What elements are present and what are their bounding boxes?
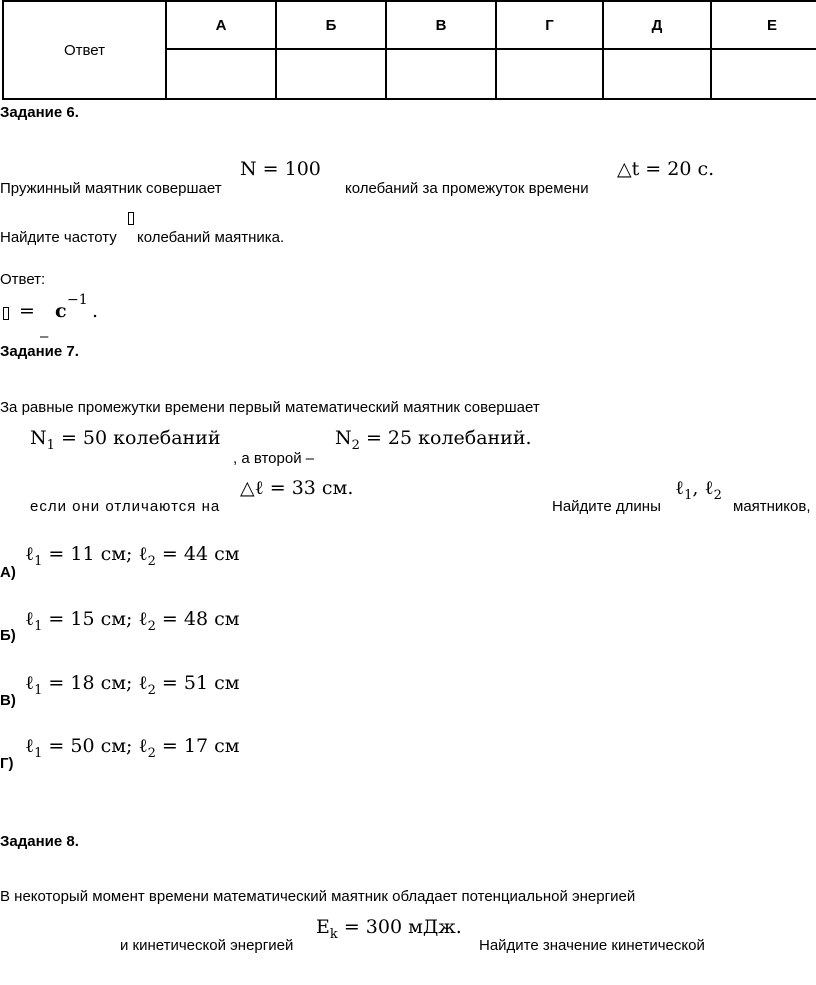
task7-formula-n1 [30, 427, 221, 453]
task8-title: Задание 8. [0, 833, 79, 850]
task7-formula-l [675, 477, 722, 503]
task6-answer-unit: с [55, 300, 67, 322]
option-a-l2: 44 см [183, 543, 240, 565]
answer-col-b: Б [276, 1, 386, 49]
task7-option-a-formula: ℓ$_1$ = 11 см; ℓ$_2$ = 44 см [25, 543, 240, 569]
answer-cell-g[interactable] [496, 49, 603, 99]
answer-row-label: Ответ [3, 1, 166, 99]
task6-line2-prefix: Найдите частоту [0, 229, 117, 246]
formula-placeholder-icon [3, 307, 9, 320]
task7-option-b-letter[interactable]: Б) [0, 627, 16, 644]
task6-formula-t: △t = 20 с. [617, 158, 715, 180]
option-b-l2: 48 см [183, 608, 240, 630]
n1-value: = 50 колебаний [60, 427, 221, 449]
task6-line1-prefix: Пружинный маятник совершает [0, 180, 222, 197]
task6-line2-suffix: колебаний маятника. [137, 229, 285, 246]
answer-cell-v[interactable] [386, 49, 496, 99]
task7-formula-dl: △ℓ = 33 см. [240, 477, 354, 499]
formula-placeholder-icon [128, 212, 134, 225]
answer-cell-d[interactable] [603, 49, 711, 99]
answer-col-v: В [386, 1, 496, 49]
option-g-l2: 17 см [183, 735, 240, 757]
n2-value: = 25 колебаний. [365, 427, 532, 449]
n2-subscript: 2 [351, 437, 360, 453]
task6-formula-n: N = 100 [240, 158, 321, 180]
e-value: = 300 мДж. [343, 916, 462, 938]
option-v-l1: 18 см; [70, 672, 133, 694]
answer-cell-b[interactable] [276, 49, 386, 99]
option-a-l1: 11 см; [70, 543, 133, 565]
task6-answer-label: Ответ: [0, 271, 46, 288]
answer-col-d: Д [603, 1, 711, 49]
task7-line3-suffix: маятников, [733, 498, 811, 515]
answer-cell-a[interactable] [166, 49, 276, 99]
task8-line2-suffix: Найдите значение кинетической [479, 937, 705, 954]
l-symbol: ℓ [675, 477, 685, 499]
task7-option-v-formula: ℓ$_1$ = 18 см; ℓ$_2$ = 51 см [25, 672, 240, 698]
n1-subscript: 1 [46, 437, 55, 453]
task6-answer-dash: – [40, 328, 49, 345]
option-v-l2: 51 см [183, 672, 240, 694]
option-g-l1: 50 см; [70, 735, 133, 757]
task7-second-text: , а второй – [233, 450, 315, 467]
task7-line1: За равные промежутки времени первый математический маятник совершает [0, 399, 540, 416]
task7-line3-prefix: если они отличаются на [30, 498, 221, 515]
l1-subscript: 1 [684, 487, 693, 503]
task7-option-g-letter[interactable]: Г) [0, 755, 14, 772]
task8-line1: В некоторый момент времени математический маятник обладает потенциальной энергией [0, 888, 636, 905]
task7-line3-find: Найдите длины [552, 498, 661, 515]
task7-option-b-formula: ℓ$_1$ = 15 см; ℓ$_2$ = 48 см [25, 608, 240, 634]
n2-symbol: N [335, 427, 352, 449]
task6-line1-middle: колебаний за промежуток времени [345, 180, 589, 197]
task8-formula-e [316, 916, 462, 942]
task7-formula-n2 [335, 427, 532, 453]
n1-symbol: N [30, 427, 47, 449]
task7-title: Задание 7. [0, 343, 79, 360]
l2-subscript: 2 [713, 487, 722, 503]
e-symbol: E [316, 916, 330, 938]
task6-answer-eq: = [19, 300, 35, 322]
e-subscript: k [329, 926, 338, 942]
task6-answer-period: . [92, 300, 99, 322]
task6-answer-exp: −1 [67, 292, 88, 308]
task7-option-v-letter[interactable]: В) [0, 692, 16, 709]
l-separator: , ℓ [692, 477, 714, 499]
answer-table [2, 0, 816, 100]
task7-option-a-letter[interactable]: А) [0, 564, 16, 581]
task7-option-g-formula: ℓ$_1$ = 50 см; ℓ$_2$ = 17 см [25, 735, 240, 761]
task6-title: Задание 6. [0, 104, 79, 121]
answer-col-g: Г [496, 1, 603, 49]
answer-col-a: А [166, 1, 276, 49]
answer-cell-e[interactable] [711, 49, 816, 99]
option-b-l1: 15 см; [70, 608, 133, 630]
task8-line2-prefix: и кинетической энергией [120, 937, 294, 954]
answer-col-e: Е [711, 1, 816, 49]
